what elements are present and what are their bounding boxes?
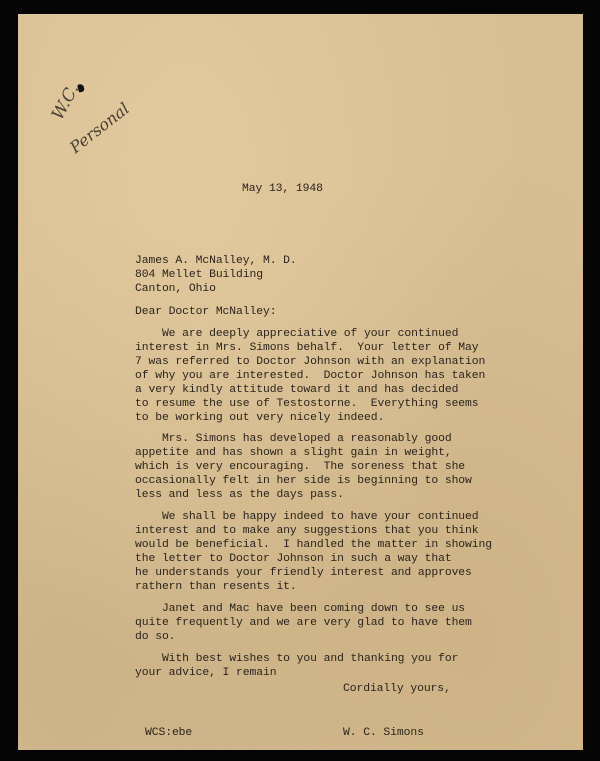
recipient-address-line2: Canton, Ohio [135, 283, 216, 295]
salutation: Dear Doctor McNalley: [135, 306, 277, 318]
paragraph: We are deeply appreciative of your continued interest in Mrs. Simons behalf. Your letter of May 7 was referred to Doctor Johnson with an explanation of why you are interested. Doctor Johnson has taken a very kindly attitude toward it and has decided to resume the use of Testostorne. Everything seems to be working out very nicely indeed. [135, 328, 486, 424]
recipient-name: James A. McNalley, M. D. [135, 255, 297, 267]
paragraph: We shall be happy indeed to have your continued interest and to make any suggestions that you think would be beneficial. I handled the matter in showing the letter to Doctor Johnson in such a way that he understands your friendly interest and approves rathern than resents it. [135, 511, 492, 593]
paragraph: With best wishes to you and thanking you for your advice, I remain [135, 653, 459, 679]
letter-date: May 13, 1948 [242, 183, 323, 195]
letter-page [18, 14, 583, 750]
signature-typed: W. C. Simons [343, 727, 424, 739]
reference-initials: WCS:ebe [145, 727, 193, 739]
recipient-address-line1: 804 Mellet Building [135, 269, 263, 281]
handwritten-personal-note: Personal [66, 98, 133, 157]
paragraph: Mrs. Simons has developed a reasonably good appetite and has shown a slight gain in weight, which is very encouraging. The soreness that she occasionally felt in her side is beginning to show less and less as the days pass. [135, 433, 472, 501]
closing: Cordially yours, [343, 683, 451, 695]
paragraph: Janet and Mac have been coming down to see us quite frequently and we are very glad to have them do so. [135, 603, 472, 643]
handwritten-initials: W.C. [48, 80, 84, 124]
